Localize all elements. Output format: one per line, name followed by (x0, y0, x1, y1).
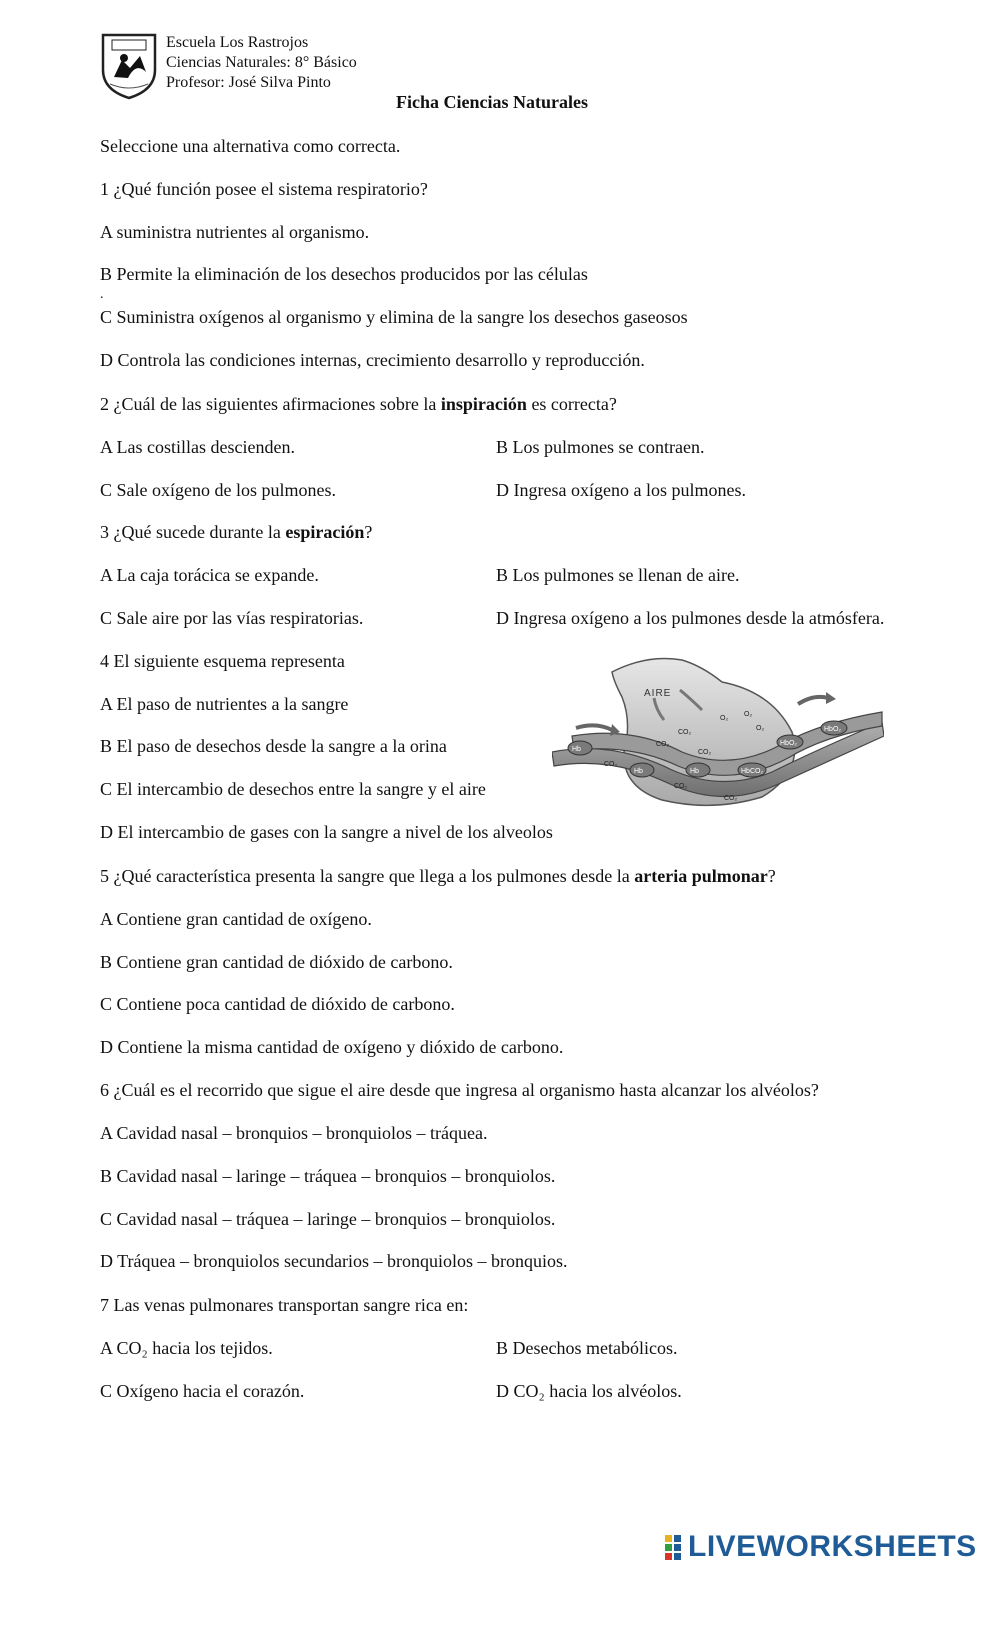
q3-text-pre: 3 ¿Qué sucede durante la (100, 522, 286, 542)
cell-hb-2-label: Hb (634, 768, 643, 775)
question-4: 4 El siguiente esquema representa (100, 651, 345, 671)
q7-option-d[interactable]: D CO₂ hacia los alvéolos. (496, 1381, 682, 1401)
q3-option-b[interactable]: B Los pulmones se llenan de aire. (496, 565, 740, 585)
q2-option-d[interactable]: D Ingresa oxígeno a los pulmones. (496, 480, 746, 500)
arrow-out-head (826, 692, 836, 704)
q5-option-a[interactable]: A Contiene gran cantidad de oxígeno. (100, 909, 372, 929)
cell-hbco2-label: HbCO₂ (741, 768, 764, 775)
instruction: Seleccione una alternativa como correcta. (100, 136, 401, 156)
label-aire: AIRE (644, 688, 672, 699)
q7-option-b[interactable]: B Desechos metabólicos. (496, 1338, 678, 1358)
q4-option-a[interactable]: A El paso de nutrientes a la sangre (100, 694, 349, 714)
label-o2-2: O₂ (744, 711, 753, 718)
liveworksheets-logo (664, 1530, 977, 1564)
label-co2-4: CO₂ (604, 761, 618, 768)
q3-option-a[interactable]: A La caja torácica se expande. (100, 565, 319, 585)
label-co2-5: CO₂ (674, 783, 688, 790)
q6-option-c[interactable]: C Cavidad nasal – tráquea – laringe – bronquios – bronquiolos. (100, 1209, 556, 1229)
question-2 (100, 393, 617, 415)
q1-option-b[interactable]: B Permite la eliminación de los desechos producidos por las células (100, 264, 588, 284)
q7-option-a[interactable]: A CO₂ hacia los tejidos. (100, 1338, 273, 1358)
q1-option-d[interactable]: D Controla las condiciones internas, crecimiento desarrollo y reproducción. (100, 350, 645, 370)
q5-option-d[interactable]: D Contiene la misma cantidad de oxígeno y dióxido de carbono. (100, 1037, 564, 1057)
label-o2-1: O₂ (720, 715, 729, 722)
label-co2-2: CO₂ (656, 741, 670, 748)
q2-option-c[interactable]: C Sale oxígeno de los pulmones. (100, 480, 336, 500)
q2-text-pre: 2 ¿Cuál de las siguientes afirmaciones sobre la (100, 394, 441, 414)
q6-option-d[interactable]: D Tráquea – bronquiolos secundarios – bronquiolos – bronquios. (100, 1251, 568, 1271)
q2-keyword: inspiración (440, 394, 527, 414)
label-co2-1: CO₂ (678, 729, 692, 736)
cell-hb-3-label: Hb (690, 768, 699, 775)
q4-option-d[interactable]: D El intercambio de gases con la sangre a nivel de los alveolos (100, 822, 553, 842)
label-o2-3: O₂ (756, 725, 765, 732)
question-5 (100, 865, 776, 887)
q5-keyword: arteria pulmonar (634, 866, 768, 886)
q2-text-post: es correcta? (526, 394, 617, 414)
school-logo (100, 32, 158, 100)
page-title: Ficha Ciencias Naturales (396, 92, 588, 112)
cell-hb-1-label: Hb (572, 746, 581, 753)
arrow-out (798, 697, 828, 704)
q2-option-b[interactable]: B Los pulmones se contraen. (496, 437, 705, 457)
question-7: 7 Las venas pulmonares transportan sangre rica en: (100, 1295, 469, 1315)
stray-dot: . (100, 287, 104, 302)
q2-option-a[interactable]: A Las costillas descienden. (100, 437, 295, 457)
alveolus-diagram (552, 652, 884, 812)
label-co2-3: CO₂ (698, 749, 712, 756)
q3-option-d[interactable]: D Ingresa oxígeno a los pulmones desde la atmósfera. (496, 608, 885, 628)
q1-option-a[interactable]: A suministra nutrientes al organismo. (100, 222, 370, 242)
q1-option-c[interactable]: C Suministra oxígenos al organismo y elimina de la sangre los desechos gaseosos (100, 307, 688, 327)
q5-option-c[interactable]: C Contiene poca cantidad de dióxido de carbono. (100, 994, 455, 1014)
school-name: Escuela Los Rastrojos (166, 34, 309, 51)
q6-option-b[interactable]: B Cavidad nasal – laringe – tráquea – bronquios – bronquiolos. (100, 1166, 556, 1186)
brand-name: LIVEWORKSHEETS (688, 1530, 977, 1563)
arrow-in (576, 725, 612, 730)
q5-option-b[interactable]: B Contiene gran cantidad de dióxido de carbono. (100, 952, 453, 972)
q3-text-post: ? (364, 522, 373, 542)
question-1: 1 ¿Qué función posee el sistema respiratorio? (100, 179, 428, 199)
q4-option-c[interactable]: C El intercambio de desechos entre la sangre y el aire (100, 779, 486, 799)
brand-icon (664, 1534, 684, 1561)
course-name: Ciencias Naturales: 8° Básico (166, 54, 357, 71)
q5-text-pre: 5 ¿Qué característica presenta la sangre que llega a los pulmones desde la (100, 866, 635, 886)
teacher-name: Profesor: José Silva Pinto (166, 74, 331, 91)
q4-option-b[interactable]: B El paso de desechos desde la sangre a la orina (100, 736, 447, 756)
q3-option-c[interactable]: C Sale aire por las vías respiratorias. (100, 608, 364, 628)
q5-text-post: ? (767, 866, 776, 886)
label-co2-6: CO₂ (724, 795, 738, 802)
header-info (166, 33, 357, 93)
question-6: 6 ¿Cuál es el recorrido que sigue el aire desde que ingresa al organismo hasta alcanzar los alvéolos? (100, 1080, 819, 1100)
cell-hbo2-1-label: HbO₂ (780, 740, 798, 747)
q6-option-a[interactable]: A Cavidad nasal – bronquios – bronquiolos – tráquea. (100, 1123, 488, 1143)
q3-keyword: espiración (285, 522, 365, 542)
q7-option-c[interactable]: C Oxígeno hacia el corazón. (100, 1381, 305, 1401)
question-3 (100, 521, 372, 543)
cell-hbo2-2-label: HbO₂ (824, 726, 842, 733)
